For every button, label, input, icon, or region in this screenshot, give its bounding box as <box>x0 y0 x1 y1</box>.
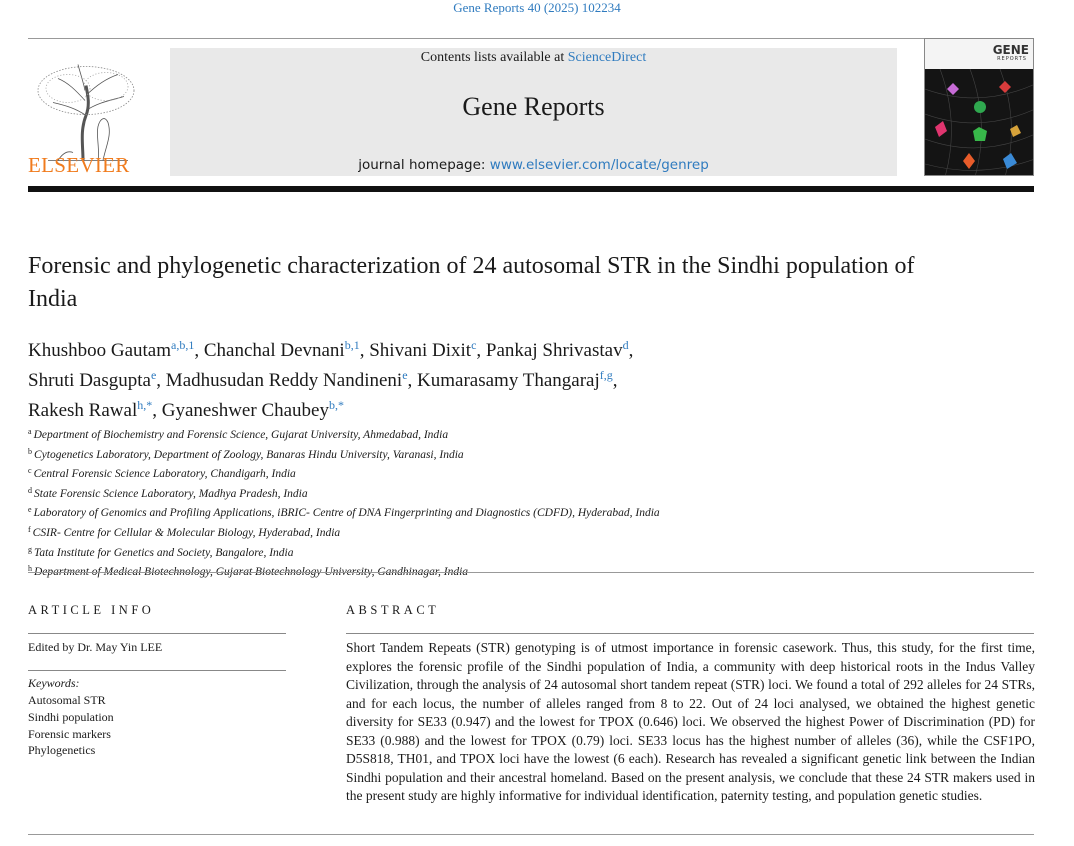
article-info-rule <box>28 633 286 634</box>
author-name[interactable]: Shruti Dasgupta <box>28 370 151 391</box>
elsevier-wordmark[interactable]: ELSEVIER <box>28 153 130 177</box>
article-info-rule <box>28 670 286 671</box>
author-affiliation-marker[interactable]: d <box>622 338 629 352</box>
affiliation-item <box>28 424 1028 444</box>
affiliation-text: Department of Medical Biotechnology, Gujarat Biotechnology University, Gandhinagar, India <box>34 566 469 579</box>
footer-divider <box>28 834 1034 835</box>
header-divider <box>28 38 1034 39</box>
journal-citation[interactable]: Gene Reports 40 (2025) 102234 <box>453 0 621 15</box>
keywords-label: Keywords: <box>28 676 80 690</box>
affiliation-key: e <box>28 505 32 515</box>
journal-cover[interactable] <box>924 38 1034 176</box>
keyword-item: Forensic markers <box>28 726 111 741</box>
journal-title[interactable]: Gene Reports <box>462 92 605 121</box>
author-name[interactable]: Shivani Dixit <box>369 340 472 361</box>
article-info-heading: ARTICLE INFO <box>28 603 155 617</box>
author-name[interactable]: Kumarasamy Thangaraj <box>417 370 600 391</box>
homepage-line <box>170 157 897 173</box>
author-separator: , <box>359 340 370 361</box>
author-name[interactable]: Chanchal Devnani <box>203 340 345 361</box>
affiliation-text: Department of Biochemistry and Forensic Science, Gujarat University, Ahmedabad, India <box>33 429 449 441</box>
author-separator: , <box>612 370 618 391</box>
affiliation-key: d <box>28 485 32 495</box>
keyword-item: Autosomal STR <box>28 693 106 707</box>
author-affiliation-marker[interactable]: e <box>150 368 157 382</box>
author-affiliation-marker[interactable]: a,b,1 <box>171 338 195 352</box>
affiliation-text: Central Forensic Science Laboratory, Chandigarh, India <box>33 468 296 481</box>
homepage-link[interactable]: www.elsevier.com/locate/genrep <box>489 157 709 173</box>
author-affiliation-marker[interactable]: c <box>471 338 477 352</box>
keywords-list <box>28 692 114 759</box>
cover-artwork <box>925 69 1034 176</box>
author-affiliation-marker[interactable]: h,* <box>137 398 153 412</box>
author-affiliation-marker[interactable]: b,1 <box>344 338 360 352</box>
affiliation-text: Laboratory of Genomics and Profiling Applications, iBRIC- Centre of DNA Fingerprinting and Diagnostics (CDFD), Hyderabad, India <box>33 507 660 520</box>
affiliation-item <box>28 542 1028 562</box>
affiliation-item <box>28 444 1028 464</box>
edited-by: Edited by Dr. May Yin LEE <box>28 640 163 654</box>
affiliation-text: CSIR- Centre for Cellular & Molecular Biology, Hyderabad, India <box>32 526 341 539</box>
section-divider <box>28 572 1034 573</box>
keyword-item: Sindhi population <box>28 709 114 724</box>
author-name[interactable]: Gyaneshwer Chaubey <box>161 400 329 421</box>
affiliation-text: State Forensic Science Laboratory, Madhya Pradesh, India <box>34 487 308 500</box>
abstract-rule <box>346 633 1034 634</box>
author-separator: , <box>407 370 418 391</box>
affiliation-list <box>28 424 1028 581</box>
article-title: Forensic and phylogenetic characterization of 24 autosomal STR in the Sindhi population of India <box>28 253 915 312</box>
author-separator: , <box>156 370 166 391</box>
affiliation-item <box>28 463 1028 483</box>
affiliation-key: a <box>28 427 32 436</box>
abstract-text: Short Tandem Repeats (STR) genotyping is of utmost importance in forensic casework. Thus, this study, for the first time, explores the forensic profile of the Sindhi population of India, a community with deep historical roots in the Indus Valley Civilization, through the analysis of 24 autosomal short tandem repeat (STR) loci. We found a total of 292 alleles for 24 STRs, and for each locus, the number of alleles ranged from 8 to 22. Out of 24 loci analysed, we obtained the highest genetic diversity for SE33 (0.947) and the lowest for TPOX (0.646) loci. We observed the highest Power of Discrimination (PD) for SE33 (0.988) and the lowest for TPOX (0.79) loci. SE33 locus has the highest number of alleles (36), while the CSF1PO, D5S818, TH01, and TPOX loci have the lowest (6 each). Research has revealed a significant genetic link between the Indian Sindhi population and their ancestral homeland. Based on the present analysis, we conclude that these 24 STR makers used in the present study are highly informative for individual identification, paternity testing, and population genetic studies. <box>346 640 1035 803</box>
cover-title: GENE <box>992 43 1029 57</box>
affiliation-item <box>28 502 1028 522</box>
author-separator: , <box>628 340 634 361</box>
abstract-heading: ABSTRACT <box>346 603 440 617</box>
author-affiliation-marker[interactable]: e <box>402 368 408 382</box>
author-name[interactable]: Rakesh Rawal <box>28 400 138 421</box>
author-name[interactable]: Madhusudan Reddy Nandineni <box>165 370 403 391</box>
affiliation-key: b <box>28 446 32 456</box>
author-separator: , <box>152 400 162 421</box>
affiliation-text: Cytogenetics Laboratory, Department of Zoology, Banaras Hindu University, Varanasi, India <box>34 448 464 461</box>
affiliation-text: Tata Institute for Genetics and Society, Bangalore, India <box>34 546 294 559</box>
author-affiliation-marker[interactable]: b,* <box>329 398 344 412</box>
author-separator: , <box>194 340 204 361</box>
affiliation-item <box>28 522 1028 542</box>
author-name[interactable]: Pankaj Shrivastav <box>485 340 623 361</box>
affiliation-item <box>28 561 1028 581</box>
author-affiliation-marker[interactable]: f,g <box>599 368 613 382</box>
affiliation-key: f <box>28 524 31 534</box>
affiliation-item <box>28 483 1028 503</box>
contents-prefix: Contents lists available at <box>420 50 568 65</box>
keyword-item: Phylogenetics <box>28 743 96 758</box>
affiliation-key: c <box>28 466 32 476</box>
contents-line <box>170 50 897 66</box>
journal-banner <box>170 48 897 176</box>
cover-subtitle: REPORTS <box>997 56 1027 62</box>
author-list <box>28 333 1028 423</box>
author-name[interactable]: Khushboo Gautam <box>28 340 172 361</box>
cover-header <box>925 39 1033 69</box>
sciencedirect-link[interactable]: ScienceDirect <box>567 50 647 65</box>
homepage-prefix: journal homepage: <box>358 157 490 173</box>
author-separator: , <box>476 340 486 361</box>
header-thick-rule <box>28 186 1034 192</box>
affiliation-key: g <box>28 544 32 554</box>
affiliation-key: h <box>28 564 32 574</box>
